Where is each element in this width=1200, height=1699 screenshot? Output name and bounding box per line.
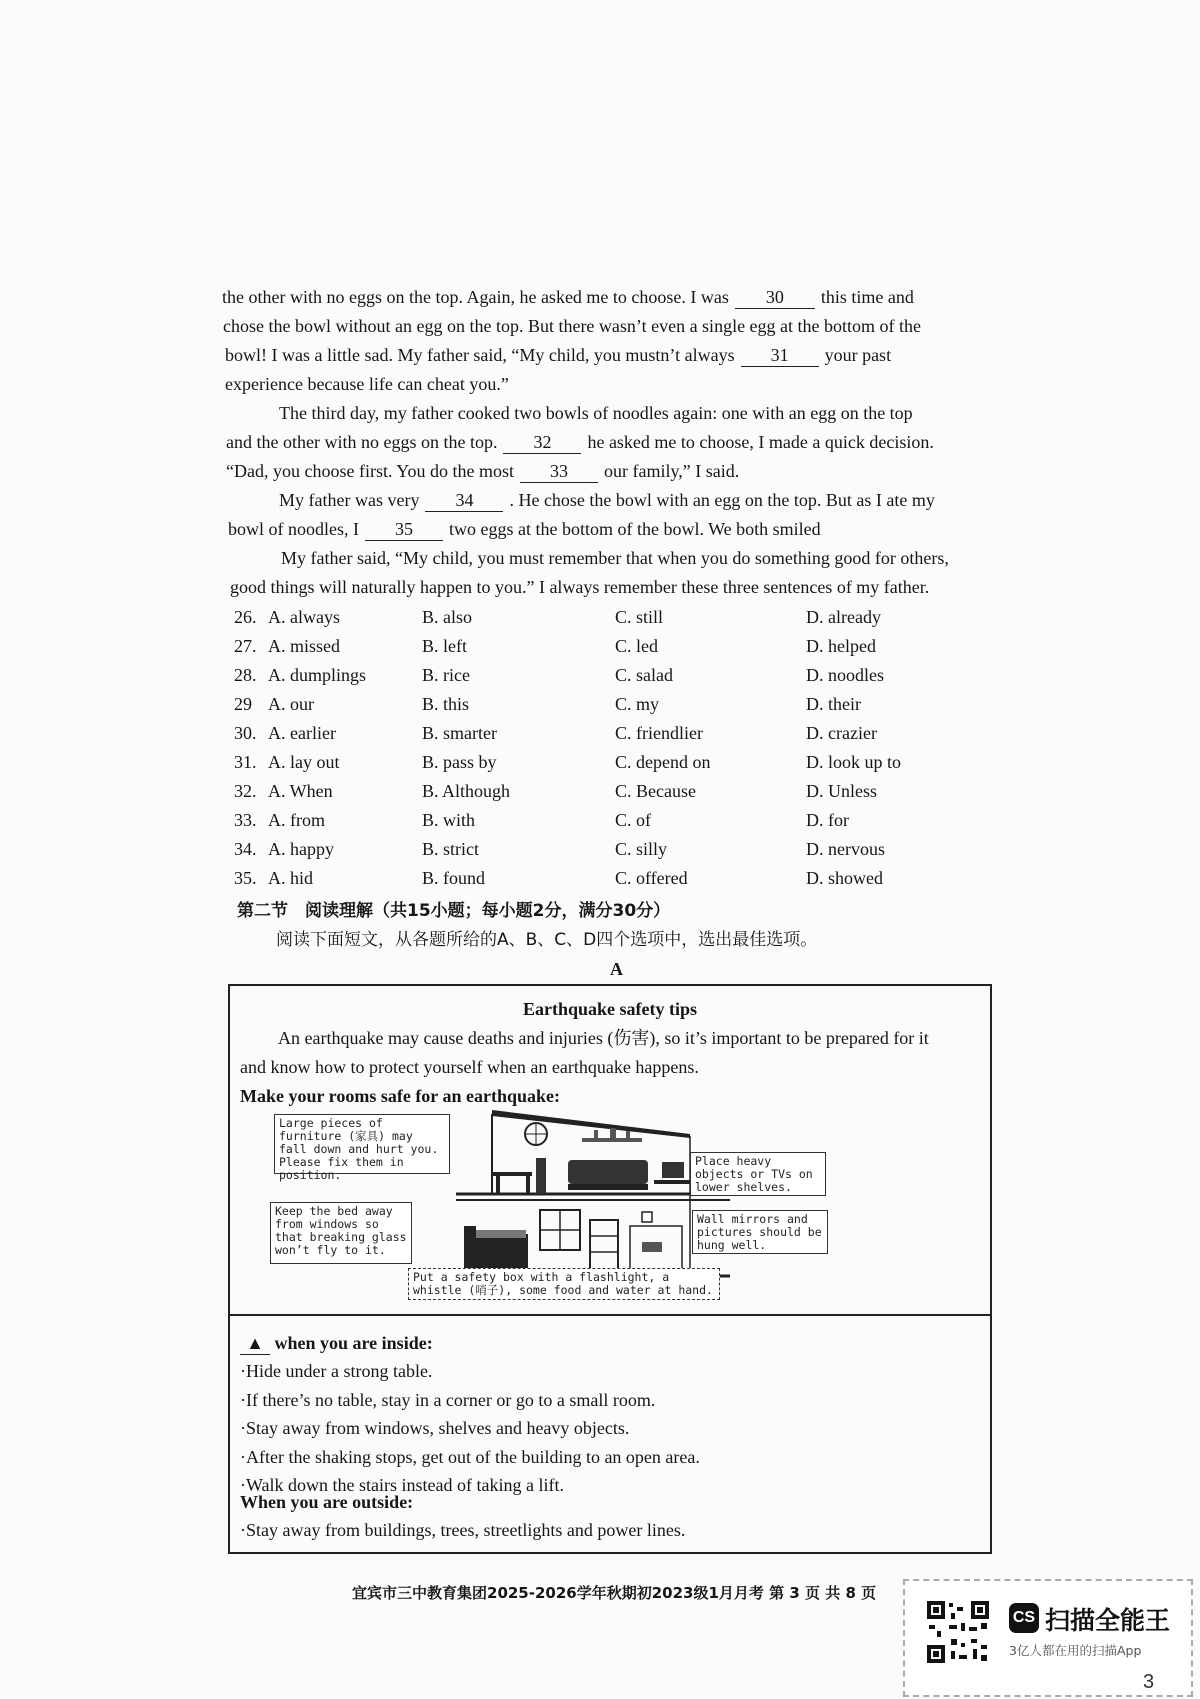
option-a[interactable]: A. When bbox=[268, 781, 333, 801]
option-c[interactable]: C. of bbox=[615, 810, 651, 830]
passage-text: bowl! I was a little sad. My father said, “My child, you mustn’t always bbox=[225, 345, 735, 365]
option-b[interactable]: B. strict bbox=[422, 839, 479, 859]
option-c[interactable]: C. salad bbox=[615, 665, 673, 685]
passage-text: bowl of noodles, I bbox=[228, 519, 359, 539]
option-d[interactable]: D. already bbox=[806, 607, 881, 627]
passage-text: your past bbox=[824, 345, 892, 365]
question-number: 27. bbox=[234, 636, 257, 656]
option-d[interactable]: D. noodles bbox=[806, 665, 884, 685]
page-footer: 宜宾市三中教育集团2025-2026学年秋期初2023级1月月考 第 3 页 共 8 页 bbox=[352, 1584, 877, 1602]
passage-line bbox=[226, 460, 739, 483]
option-b[interactable]: B. pass by bbox=[422, 752, 497, 772]
option-d[interactable]: D. nervous bbox=[806, 839, 885, 859]
passage-text: The third day, my father cooked two bowls of noodles again: one with an egg on the top bbox=[279, 403, 913, 423]
passage-text: . He chose the bowl with an egg on the top. But as I ate my bbox=[509, 490, 935, 510]
option-b[interactable]: B. found bbox=[422, 868, 485, 888]
option-c[interactable]: C. Because bbox=[615, 781, 696, 801]
option-c[interactable]: C. offered bbox=[615, 868, 688, 888]
option-row bbox=[234, 839, 934, 863]
section-heading: 第二节 阅读理解（共15小题；每小题2分，满分30分） bbox=[237, 901, 671, 921]
option-b[interactable]: B. smarter bbox=[422, 723, 497, 743]
option-row bbox=[234, 781, 934, 805]
callout-safety-box: Put a safety box with a flashlight, a whistle (哨子), some food and water at hand. bbox=[408, 1268, 720, 1300]
passage-text: this time and bbox=[820, 287, 914, 307]
question-number: 32. bbox=[234, 781, 257, 801]
callout-heavy-objects: Place heavy objects or TVs on lower shelves. bbox=[690, 1152, 826, 1196]
option-c[interactable]: C. friendlier bbox=[615, 723, 703, 743]
outside-tip: ·Stay away from buildings, trees, streetlights and power lines. bbox=[240, 1520, 686, 1540]
option-row bbox=[234, 665, 934, 689]
passage-line bbox=[223, 315, 921, 337]
inside-tip: ·After the shaking stops, get out of the building to an open area. bbox=[240, 1446, 700, 1467]
option-c[interactable]: C. still bbox=[615, 607, 664, 627]
reading-intro-2: and know how to protect yourself when an earthquake happens. bbox=[240, 1057, 699, 1077]
option-row bbox=[234, 607, 934, 631]
page-mark: 3 bbox=[1143, 1671, 1155, 1693]
question-number: 26. bbox=[234, 607, 257, 627]
option-b[interactable]: B. also bbox=[422, 607, 473, 627]
option-d[interactable]: D. helped bbox=[806, 636, 876, 656]
reading-intro-1: An earthquake may cause deaths and injuries (伤害), so it’s important to be prepared for it bbox=[278, 1028, 929, 1048]
answer-blank[interactable]: 32 bbox=[503, 431, 581, 454]
option-b[interactable]: B. with bbox=[422, 810, 476, 830]
option-row bbox=[234, 810, 934, 834]
question-number: 35. bbox=[234, 868, 257, 888]
callout-bed: Keep the bed away from windows so that breaking glass won’t fly to it. bbox=[270, 1202, 412, 1264]
reading-subheading: Make your rooms safe for an earthquake: bbox=[240, 1086, 560, 1106]
passage-text: experience because life can cheat you.” bbox=[225, 374, 509, 394]
passage-line bbox=[226, 431, 934, 454]
passage-text: good things will naturally happen to you.” I always remember these three sentences of my father. bbox=[230, 577, 930, 597]
option-row bbox=[234, 636, 934, 660]
option-b[interactable]: B. left bbox=[422, 636, 467, 656]
option-c[interactable]: C. my bbox=[615, 694, 660, 714]
question-number: 34. bbox=[234, 839, 257, 859]
answer-blank[interactable]: 33 bbox=[520, 460, 598, 483]
question-number: 31. bbox=[234, 752, 257, 772]
inside-heading bbox=[240, 1332, 433, 1355]
answer-blank[interactable]: 31 bbox=[741, 344, 819, 367]
question-number: 28. bbox=[234, 665, 257, 685]
option-a[interactable]: A. always bbox=[268, 607, 340, 627]
passage-text: chose the bowl without an egg on the top. But there wasn’t even a single egg at the bottom of the bbox=[223, 316, 922, 336]
passage-line bbox=[279, 489, 935, 512]
answer-blank[interactable]: 35 bbox=[365, 518, 443, 541]
callout-furniture: Large pieces of furniture (家具) may fall down and hurt you. Please fix them in position. bbox=[274, 1114, 450, 1174]
inside-tip: ·Hide under a strong table. bbox=[240, 1361, 433, 1381]
question-number: 33. bbox=[234, 810, 257, 830]
inside-tip: ·Walk down the stairs instead of taking a lift. bbox=[240, 1475, 564, 1495]
option-d[interactable]: D. for bbox=[806, 810, 849, 830]
option-a[interactable]: A. earlier bbox=[268, 723, 336, 743]
callout-mirrors: Wall mirrors and pictures should be hung well. bbox=[692, 1210, 828, 1254]
option-a[interactable]: A. from bbox=[268, 810, 325, 830]
passage-line bbox=[222, 286, 914, 309]
passage-text: and the other with no eggs on the top. bbox=[226, 432, 498, 452]
option-a[interactable]: A. dumplings bbox=[268, 665, 367, 685]
option-d[interactable]: D. their bbox=[806, 694, 861, 714]
option-a[interactable]: A. happy bbox=[268, 839, 334, 859]
reading-box bbox=[228, 984, 992, 1554]
passage-line bbox=[225, 344, 891, 367]
scanner-brand: 扫描全能王 bbox=[1045, 1606, 1171, 1635]
passage-text: the other with no eggs on the top. Again, he asked me to choose. I was bbox=[222, 287, 729, 307]
option-a[interactable]: A. lay out bbox=[268, 752, 340, 772]
inside-blank: ▲ bbox=[240, 1332, 270, 1355]
passage-line bbox=[230, 576, 929, 598]
passage-line bbox=[228, 518, 821, 541]
cs-badge: CS bbox=[1009, 1603, 1039, 1633]
box-divider bbox=[230, 1314, 990, 1316]
passage-text: our family,” I said. bbox=[603, 461, 740, 481]
question-number: 29 bbox=[234, 694, 252, 714]
section-instruction: 阅读下面短文，从各题所给的A、B、C、D四个选项中，选出最佳选项。 bbox=[276, 930, 818, 950]
answer-blank[interactable]: 34 bbox=[425, 489, 503, 512]
reading-title: Earthquake safety tips bbox=[522, 999, 697, 1019]
passage-text: two eggs at the bottom of the bowl. We both smiled bbox=[448, 519, 821, 539]
option-b[interactable]: B. rice bbox=[422, 665, 470, 685]
option-row bbox=[234, 868, 934, 892]
outside-heading: When you are outside: bbox=[240, 1492, 414, 1512]
answer-blank[interactable]: 30 bbox=[735, 286, 815, 309]
passage-line bbox=[279, 402, 913, 424]
scanner-tagline: 3亿人都在用的扫描App bbox=[1009, 1643, 1142, 1658]
option-d[interactable]: D. look up to bbox=[806, 752, 902, 772]
option-row bbox=[234, 723, 934, 747]
option-b[interactable]: B. Although bbox=[422, 781, 511, 801]
option-c[interactable]: C. depend on bbox=[615, 752, 711, 772]
option-c[interactable]: C. led bbox=[615, 636, 658, 656]
passage-line bbox=[281, 547, 949, 569]
option-c[interactable]: C. silly bbox=[615, 839, 668, 859]
option-d[interactable]: D. Unless bbox=[806, 781, 877, 801]
option-b[interactable]: B. this bbox=[422, 694, 470, 714]
passage-text: he asked me to choose, I made a quick decision. bbox=[587, 432, 934, 452]
option-d[interactable]: D. crazier bbox=[806, 723, 877, 743]
passage-letter: A bbox=[610, 959, 623, 979]
passage-text: My father said, “My child, you must remember that when you do something good for others, bbox=[281, 548, 949, 568]
qr-code-icon bbox=[925, 1599, 991, 1665]
inside-tip: ·Stay away from windows, shelves and heavy objects. bbox=[240, 1418, 630, 1438]
option-d[interactable]: D. showed bbox=[806, 868, 883, 888]
option-a[interactable]: A. our bbox=[268, 694, 314, 714]
question-number: 30. bbox=[234, 723, 257, 743]
passage-text: “Dad, you choose first. You do the most bbox=[226, 461, 514, 481]
scanner-watermark bbox=[903, 1579, 1193, 1697]
option-a[interactable]: A. hid bbox=[268, 868, 313, 888]
inside-tip: ·If there’s no table, stay in a corner or go to a small room. bbox=[240, 1389, 656, 1410]
option-row bbox=[234, 694, 934, 718]
option-row bbox=[234, 752, 934, 776]
option-a[interactable]: A. missed bbox=[268, 636, 340, 656]
passage-text: My father was very bbox=[279, 490, 420, 510]
passage-line bbox=[225, 373, 509, 395]
inside-heading-text: when you are inside: bbox=[274, 1333, 433, 1353]
